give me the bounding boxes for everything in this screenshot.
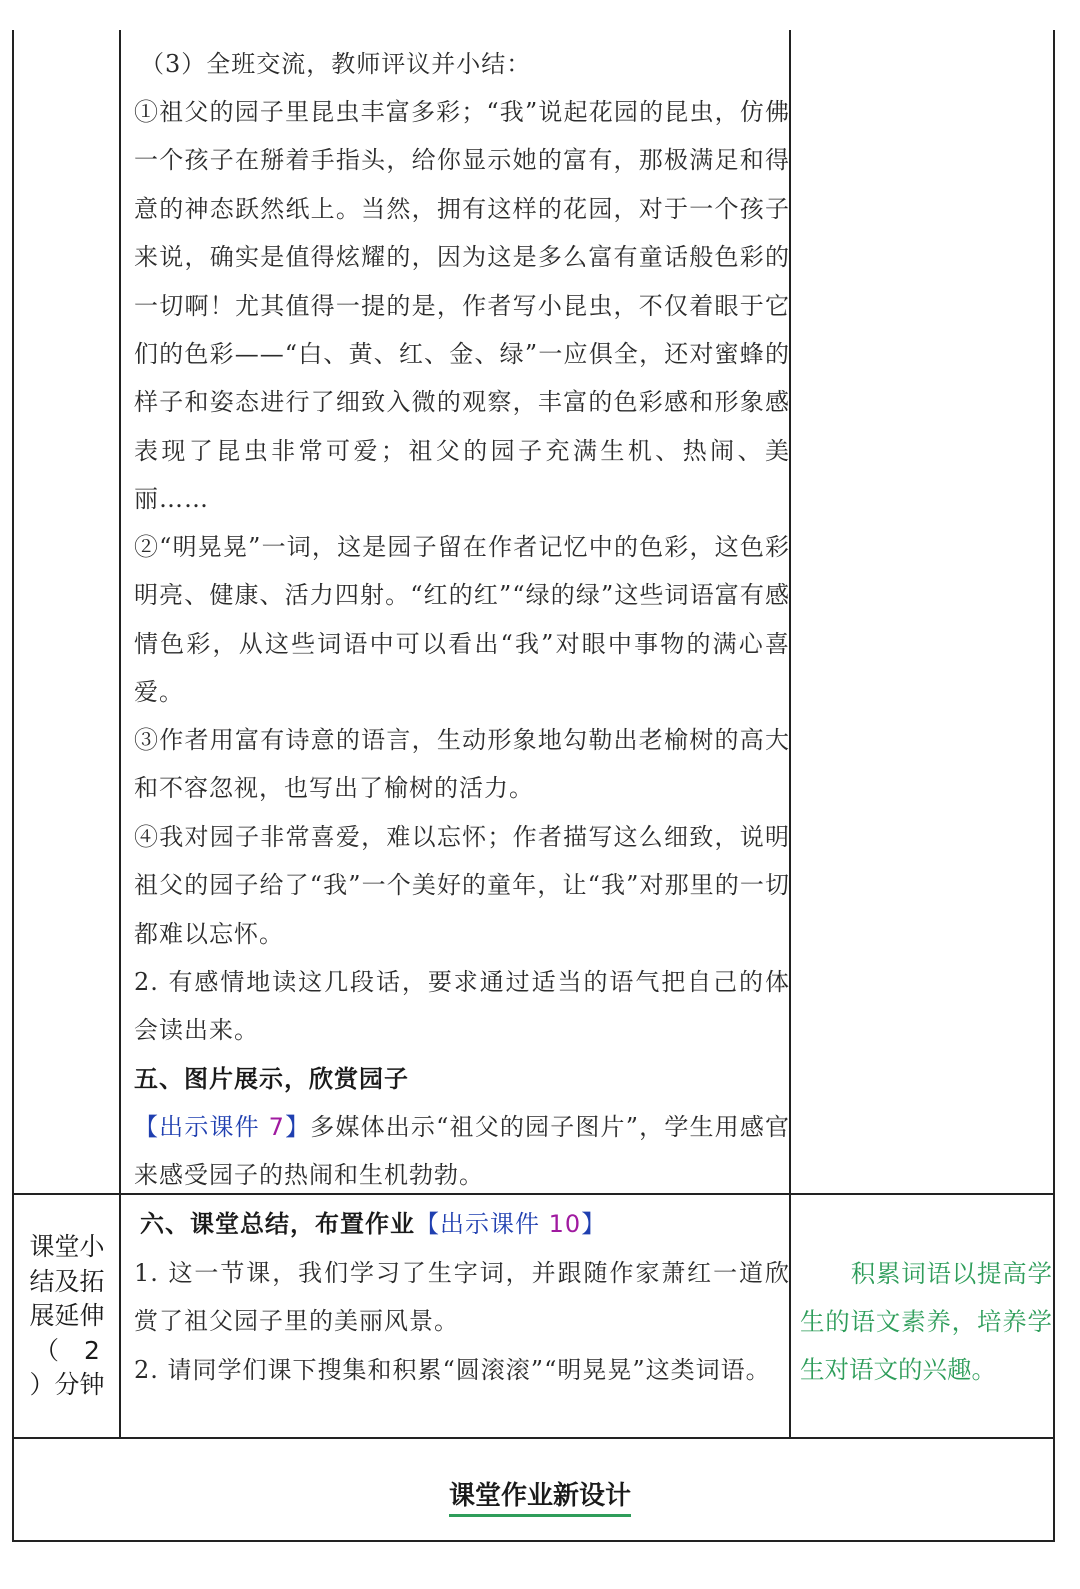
row-divider-2 [12, 1437, 1055, 1439]
table-bottom-border [12, 1540, 1055, 1542]
section-6-title: 六、课堂总结，布置作业 [140, 1210, 415, 1238]
column-divider-1 [119, 30, 121, 1438]
summary-item-4: ④我对园子非常喜爱，难以忘怀；作者描写这么细致，说明祖父的园子给了“我”一个美好的童年，让“我”对那里的一切都难以忘怀。 [134, 823, 790, 948]
stage-label: 课堂小 结及拓 展延伸 （ 2 ）分钟 [29, 1232, 105, 1399]
courseware-tag-7: 【出示课件 7】 [134, 1113, 311, 1141]
section-5-text: 多媒体出示“祖父的园子图片”，学生用感官来感受园子的热闹和生机勃勃。 [134, 1113, 790, 1190]
step-3-heading: （3）全班交流，教师评议并小结： [140, 50, 532, 78]
courseware-number: 10 [548, 1210, 582, 1238]
table-right-border [1053, 30, 1055, 1542]
section-5-body [134, 1103, 790, 1200]
section-6-heading [140, 1200, 796, 1248]
homework-item-1: 1. 这一节课，我们学习了生字词，并跟随作家萧红一道欣赏了祖父园子里的美丽风景。 [134, 1259, 790, 1336]
homework-item-2: 2. 请同学们课下搜集和积累“圆滚滚”“明晃晃”这类词语。 [134, 1356, 771, 1384]
summary-item-3: ③作者用富有诗意的语言，生动形象地勾勒出老榆树的高大和不容忽视，也写出了榆树的活力。 [134, 726, 790, 803]
courseware-number: 7 [268, 1113, 285, 1141]
design-intent-note: 积累词语以提高学生的语文素养，培养学生对语文的兴趣。 [800, 1259, 1052, 1384]
summary-item-1: ①祖父的园子里昆虫丰富多彩；“我”说起花园的昆虫，仿佛一个孩子在掰着手指头，给你显示她的富有，那极满足和得意的神态跃然纸上。当然，拥有这样的花园，对于一个孩子来说，确实是值得炫耀的，因为这是多么富有童话般色彩的一切啊！尤其值得一提的是，作者写小昆虫，不仅着眼于它们的色彩——“白、黄、红、金、绿”一应俱全，还对蜜蜂的样子和姿态进行了细致入微的观察，丰富的色彩感和形象感表现了昆虫非常可爱；祖父的园子充满生机、热闹、美丽…… [134, 98, 790, 514]
homework-design-title: 课堂作业新设计 [0, 1475, 1080, 1512]
summary-item-2: ②“明晃晃”一词，这是园子留在作者记忆中的色彩，这色彩明亮、健康、活力四射。“红的红”“绿的绿”这些词语富有感情色彩，从这些词语中可以看出“我”对眼中事物的满心喜爱。 [134, 533, 790, 707]
courseware-tag-10: 【出示课件 10】 [415, 1210, 607, 1238]
section-5-title: 五、图片展示，欣赏园子 [134, 1065, 409, 1093]
reading-instruction: 2. 有感情地读这几段话，要求通过适当的语气把自己的体会读出来。 [134, 968, 790, 1045]
